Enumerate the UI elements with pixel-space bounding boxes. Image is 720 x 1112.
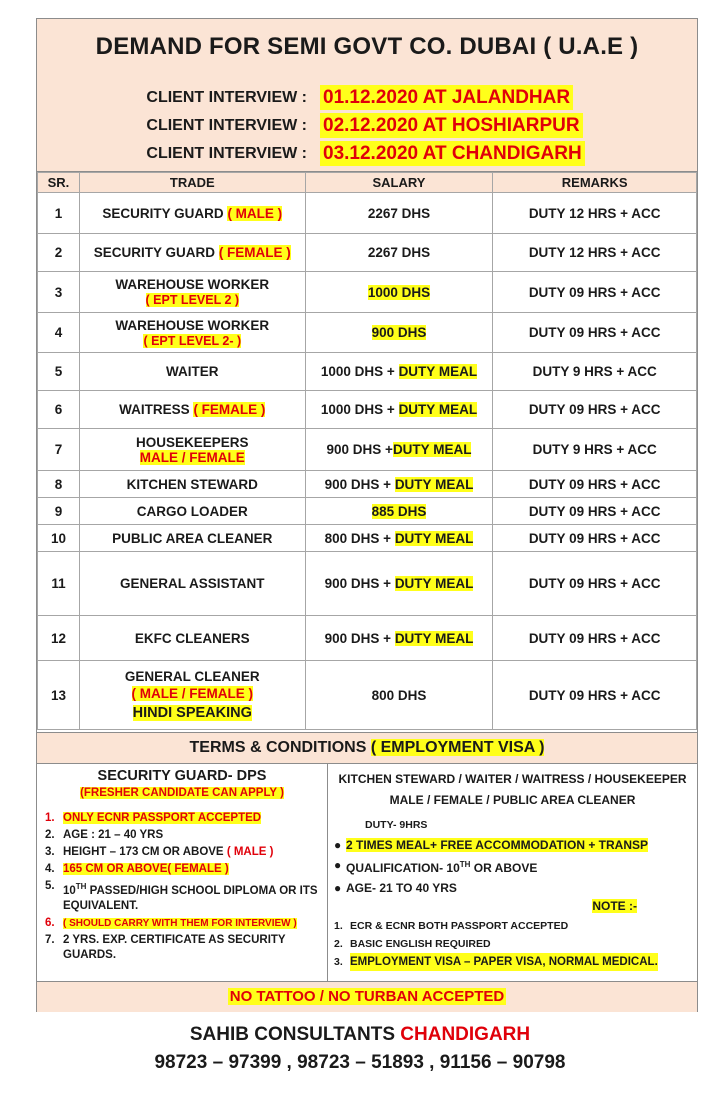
salary-value: 900 DHS + [324, 476, 392, 492]
interview-date: 01.12.2020 AT JALANDHAR [320, 85, 573, 110]
salary-cell [305, 471, 493, 498]
interview-label: CLIENT INTERVIEW : [146, 89, 307, 106]
col-trade: TRADE [79, 173, 305, 193]
table-row [38, 193, 697, 234]
security-guard-terms [37, 763, 328, 981]
trade-tag: ( EPT LEVEL 2 ) [145, 293, 240, 307]
trade-name: HOUSEKEEPERS [136, 434, 249, 450]
trade-cell [79, 313, 305, 353]
trade-tag: ( FEMALE ) [218, 245, 291, 260]
trade-cell: PUBLIC AREA CLEANER [79, 525, 305, 552]
hospitality-terms [328, 763, 697, 981]
trade-cell [79, 391, 305, 429]
salary-tag: DUTY MEAL [398, 402, 478, 417]
sr-cell: 7 [38, 429, 80, 471]
bullet-icon: ● [334, 881, 342, 895]
right-title: KITCHEN STEWARD / WAITER / WAITRESS / HOUSEKEEPER MALE / FEMALE / PUBLIC AREA CLEANER [338, 772, 687, 807]
bullet-icon: ● [334, 858, 342, 872]
left-title: SECURITY GUARD- DPS [97, 768, 267, 784]
trade-tag: ( EPT LEVEL 2- ) [143, 333, 242, 348]
job-flyer [36, 18, 698, 1012]
remarks-cell: DUTY 09 HRS + ACC [493, 498, 697, 525]
list-item: 4. 165 CM OR ABOVE( FEMALE ) [45, 863, 229, 875]
col-remarks: REMARKS [493, 173, 697, 193]
remarks-cell: DUTY 09 HRS + ACC [493, 525, 697, 552]
remarks-cell: DUTY 12 HRS + ACC [493, 193, 697, 234]
salary-tag: DUTY MEAL [394, 476, 474, 492]
interview-row [37, 113, 697, 139]
table-row [38, 234, 697, 272]
page-title: DEMAND FOR SEMI GOVT CO. DUBAI ( U.A.E ) [95, 33, 639, 60]
sr-cell: 13 [38, 661, 80, 730]
remarks-cell: DUTY 9 HRS + ACC [493, 353, 697, 391]
trade-cell: CARGO LOADER [79, 498, 305, 525]
bullet-icon: ● [334, 838, 342, 852]
salary-cell [305, 616, 493, 661]
terms-title: TERMS & CONDITIONS [189, 739, 367, 756]
list-item: 3. HEIGHT – 173 CM OR ABOVE ( MALE ) [45, 846, 274, 858]
left-subtitle: (FRESHER CANDIDATE CAN APPLY ) [80, 787, 284, 799]
terms-title-tag: ( EMPLOYMENT VISA ) [370, 739, 545, 756]
left-conditions [37, 811, 327, 963]
sr-cell: 6 [38, 391, 80, 429]
sr-cell: 4 [38, 313, 80, 353]
consultant-name: SAHIB CONSULTANTS CHANDIGARH [189, 1024, 531, 1045]
list-item: 2. AGE : 21 – 40 YRS [45, 829, 164, 841]
remarks-cell: DUTY 09 HRS + ACC [493, 471, 697, 498]
table-row [38, 661, 697, 730]
salary-value: 1000 DHS [367, 284, 431, 300]
salary-value: 900 DHS + [324, 576, 392, 591]
table-row [38, 616, 697, 661]
table-header-row [38, 173, 697, 193]
list-item: 1. ONLY ECNR PASSPORT ACCEPTED [45, 812, 262, 824]
salary-cell [305, 429, 493, 471]
trade-tag: ( FEMALE ) [193, 402, 266, 417]
list-item: 3. EMPLOYMENT VISA – PAPER VISA, NORMAL MEDICAL. [328, 953, 697, 971]
sr-cell: 5 [38, 353, 80, 391]
right-notes [328, 917, 697, 971]
trade-tag-language: HINDI SPEAKING [132, 705, 252, 721]
salary-tag: DUTY MEAL [398, 364, 478, 379]
list-item: 5. 10TH PASSED/HIGH SCHOOL DIPLOMA OR ITS EQUIVALENT. [45, 880, 318, 912]
table-row [38, 429, 697, 471]
list-item: ● QUALIFICATION- 10TH OR ABOVE [328, 855, 697, 878]
sr-cell: 1 [38, 193, 80, 234]
trade-name: WAITRESS [119, 402, 190, 417]
interview-date: 02.12.2020 AT HOSHIARPUR [320, 113, 583, 138]
sr-cell: 8 [38, 471, 80, 498]
trade-name: GENERAL CLEANER [124, 669, 260, 684]
salary-cell [305, 313, 493, 353]
list-item: ● 2 TIMES MEAL+ FREE ACCOMMODATION + TRANSP [328, 835, 697, 855]
trade-tag: ( MALE ) [227, 205, 283, 221]
salary-cell [305, 391, 493, 429]
jobs-table [37, 172, 697, 730]
list-item: 7. 2 YRS. EXP. CERTIFICATE AS SECURITY GUARDS. [45, 933, 286, 961]
table-row [38, 272, 697, 313]
salary-tag: DUTY MEAL [394, 630, 474, 646]
table-row [38, 391, 697, 429]
remarks-cell: DUTY 09 HRS + ACC [493, 616, 697, 661]
remarks-cell: DUTY 09 HRS + ACC [493, 552, 697, 616]
table-row [38, 525, 697, 552]
trade-cell: GENERAL ASSISTANT [79, 552, 305, 616]
salary-value: 900 DHS + [324, 630, 392, 646]
salary-tag: DUTY MEAL [394, 530, 474, 546]
trade-name: SECURITY GUARD [102, 205, 224, 221]
salary-cell: 2267 DHS [305, 193, 493, 234]
salary-cell [305, 272, 493, 313]
trade-name: SECURITY GUARD [93, 245, 216, 260]
salary-cell [305, 353, 493, 391]
trade-cell [79, 272, 305, 313]
remarks-cell: DUTY 09 HRS + ACC [493, 272, 697, 313]
sr-cell: 9 [38, 498, 80, 525]
salary-cell [305, 552, 493, 616]
duty-hours: DUTY- 9HRS [365, 819, 428, 831]
remarks-cell: DUTY 12 HRS + ACC [493, 234, 697, 272]
interview-label: CLIENT INTERVIEW : [146, 145, 307, 162]
remarks-cell: DUTY 9 HRS + ACC [493, 429, 697, 471]
table-row [38, 353, 697, 391]
trade-cell [79, 429, 305, 471]
contact-phones: 98723 – 97399 , 98723 – 51893 , 91156 – 90798 [154, 1052, 566, 1073]
trade-name: WAREHOUSE WORKER [115, 317, 270, 333]
remarks-cell: DUTY 09 HRS + ACC [493, 391, 697, 429]
interview-row [37, 141, 697, 167]
list-item: 6. ( SHOULD CARRY WITH THEM FOR INTERVIEW ) [45, 916, 297, 929]
table-row [38, 552, 697, 616]
list-item: 1. ECR & ECNR BOTH PASSPORT ACCEPTED [334, 920, 569, 932]
salary-value: 900 DHS [371, 325, 427, 340]
trade-cell: KITCHEN STEWARD [79, 471, 305, 498]
restriction-note: NO TATTOO / NO TURBAN ACCEPTED [37, 981, 697, 1012]
trade-cell [79, 234, 305, 272]
trade-cell [79, 193, 305, 234]
salary-value: 1000 DHS + [320, 364, 395, 379]
salary-cell [305, 525, 493, 552]
sr-cell: 11 [38, 552, 80, 616]
trade-tag: MALE / FEMALE [139, 449, 245, 465]
interview-date: 03.12.2020 AT CHANDIGARH [320, 141, 585, 166]
trade-cell: WAITER [79, 353, 305, 391]
sr-cell: 3 [38, 272, 80, 313]
interview-row [37, 85, 697, 111]
trade-name: WAREHOUSE WORKER [115, 277, 270, 292]
remarks-cell: DUTY 09 HRS + ACC [493, 313, 697, 353]
salary-value: 900 DHS + [326, 442, 393, 457]
right-bullets [328, 835, 697, 898]
table-row [38, 471, 697, 498]
col-sr: SR. [38, 173, 80, 193]
salary-tag: DUTY MEAL [394, 576, 474, 591]
trade-tag: ( MALE / FEMALE ) [131, 686, 254, 701]
note-label: NOTE :- [592, 899, 637, 913]
sr-cell: 12 [38, 616, 80, 661]
list-item: 2. BASIC ENGLISH REQUIRED [334, 938, 491, 950]
interview-label: CLIENT INTERVIEW : [146, 117, 307, 134]
salary-cell: 2267 DHS [305, 234, 493, 272]
remarks-cell: DUTY 09 HRS + ACC [493, 661, 697, 730]
table-row [38, 498, 697, 525]
sr-cell: 10 [38, 525, 80, 552]
col-salary: SALARY [305, 173, 493, 193]
salary-tag: DUTY MEAL [392, 442, 472, 457]
trade-cell [79, 661, 305, 730]
terms-heading [37, 732, 697, 764]
trade-cell: EKFC CLEANERS [79, 616, 305, 661]
salary-cell: 800 DHS [305, 661, 493, 730]
sr-cell: 2 [38, 234, 80, 272]
table-row [38, 313, 697, 353]
salary-value: 800 DHS + [324, 530, 392, 546]
salary-value: 1000 DHS + [320, 402, 395, 417]
salary-value: 885 DHS [371, 503, 427, 519]
header [37, 19, 697, 172]
list-item: ● AGE- 21 TO 40 YRS [328, 878, 697, 898]
salary-cell [305, 498, 493, 525]
